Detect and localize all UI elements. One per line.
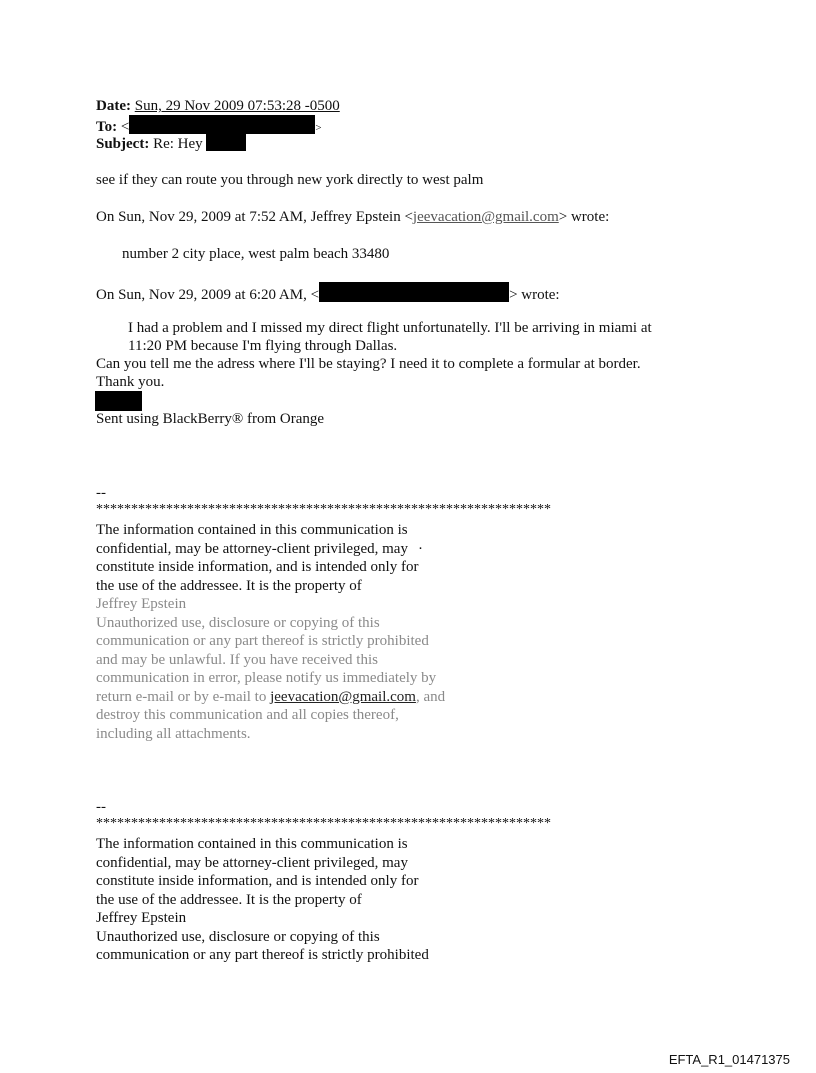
quote1-header: [96, 208, 609, 226]
disclaimer1-line: the use of the addressee. It is the property of: [96, 577, 362, 594]
dot-mark: ·: [417, 540, 423, 557]
disclaimer1-line: including all attachments.: [96, 725, 251, 742]
signature: Sent using BlackBerry® from Orange: [96, 411, 325, 427]
message-line-4: Thank you.: [96, 374, 165, 390]
disclaimer2-dashes: --: [96, 799, 106, 815]
message-line-2: 11:20 PM because I'm flying through Dallas.: [128, 338, 398, 354]
disclaimer2-line: Jeffrey Epstein: [96, 910, 187, 926]
redaction-box: [319, 282, 509, 302]
subject-value: Re: Hey: [153, 136, 203, 152]
document-id: EFTA_R1_01471375: [668, 1052, 790, 1067]
message-line-3: Can you tell me the adress where I'll be staying? I need it to complete a formular at border.: [96, 356, 641, 372]
subject-label: Subject:: [96, 136, 150, 152]
date-label: Date:: [96, 98, 131, 114]
disclaimer2-line: communication or any part thereof is strictly prohibited: [96, 947, 429, 963]
disclaimer2-line: the use of the addressee. It is the property of: [96, 891, 362, 908]
disclaimer2-line: The information contained in this communication is: [96, 836, 408, 852]
disclaimer2-line: confidential, may be attorney-client privileged, may: [96, 854, 408, 871]
disclaimer1-line: constitute inside information, and is intended only for: [96, 559, 419, 575]
disclaimer1-email-link[interactable]: jeevacation@gmail.com: [270, 688, 416, 705]
redaction-box: [95, 391, 142, 411]
address-line: number 2 city place, west palm beach 33480: [122, 246, 390, 262]
message-line-1: I had a problem and I missed my direct flight unfortunatelly. I'll be arriving in miami at: [128, 320, 652, 336]
disclaimer2-line: Unauthorized use, disclosure or copying of this: [96, 928, 380, 945]
disclaimer1-dashes: --: [96, 485, 106, 501]
disclaimer1-email-line: return e-mail or by e-mail to jeevacation@gmail.com, and: [96, 688, 446, 705]
disclaimer1-line: communication in error, please notify us immediately by: [96, 670, 437, 686]
to-label: To:: [96, 119, 118, 135]
redaction-box: [206, 134, 246, 151]
reply-line: see if they can route you through new york directly to west palm: [96, 172, 484, 188]
disclaimer1-line: The information contained in this communication is: [96, 522, 408, 538]
quote2-prefix: On Sun, Nov 29, 2009 at 6:20 AM, <: [96, 287, 320, 303]
quote1-prefix: On Sun, Nov 29, 2009 at 7:52 AM, Jeffrey Epstein <: [96, 209, 413, 225]
disclaimer1-line: Jeffrey Epstein: [96, 596, 187, 612]
date-value: Sun, 29 Nov 2009 07:53:28 -0500: [134, 98, 340, 114]
disclaimer2-stars: *****************************************************************: [96, 816, 551, 831]
disclaimer2-line: constitute inside information, and is intended only for: [96, 873, 419, 889]
disclaimer2-text: [96, 835, 429, 965]
to-open-bracket: <: [120, 119, 130, 135]
to-close-bracket: >: [315, 122, 322, 134]
disclaimer1-line: and may be unlawful. If you have received this: [96, 651, 378, 668]
header-date: [96, 97, 340, 115]
header-subject: [96, 134, 246, 153]
disclaimer1-line: confidential, may be attorney-client privileged, may ·: [96, 540, 423, 557]
quote1-suffix: > wrote:: [558, 209, 610, 225]
quote2-suffix: > wrote:: [509, 287, 560, 303]
disclaimer1-stars: *****************************************************************: [96, 502, 551, 517]
quote2-header: [96, 282, 560, 304]
redaction-box: [129, 115, 315, 134]
disclaimer1-line: communication or any part thereof is strictly prohibited: [96, 633, 429, 649]
disclaimer1-line: Unauthorized use, disclosure or copying of this: [96, 614, 380, 631]
disclaimer1-text: [96, 521, 445, 743]
quote1-email-link[interactable]: jeevacation@gmail.com: [412, 209, 559, 225]
disclaimer1-line: destroy this communication and all copies thereof,: [96, 707, 399, 723]
